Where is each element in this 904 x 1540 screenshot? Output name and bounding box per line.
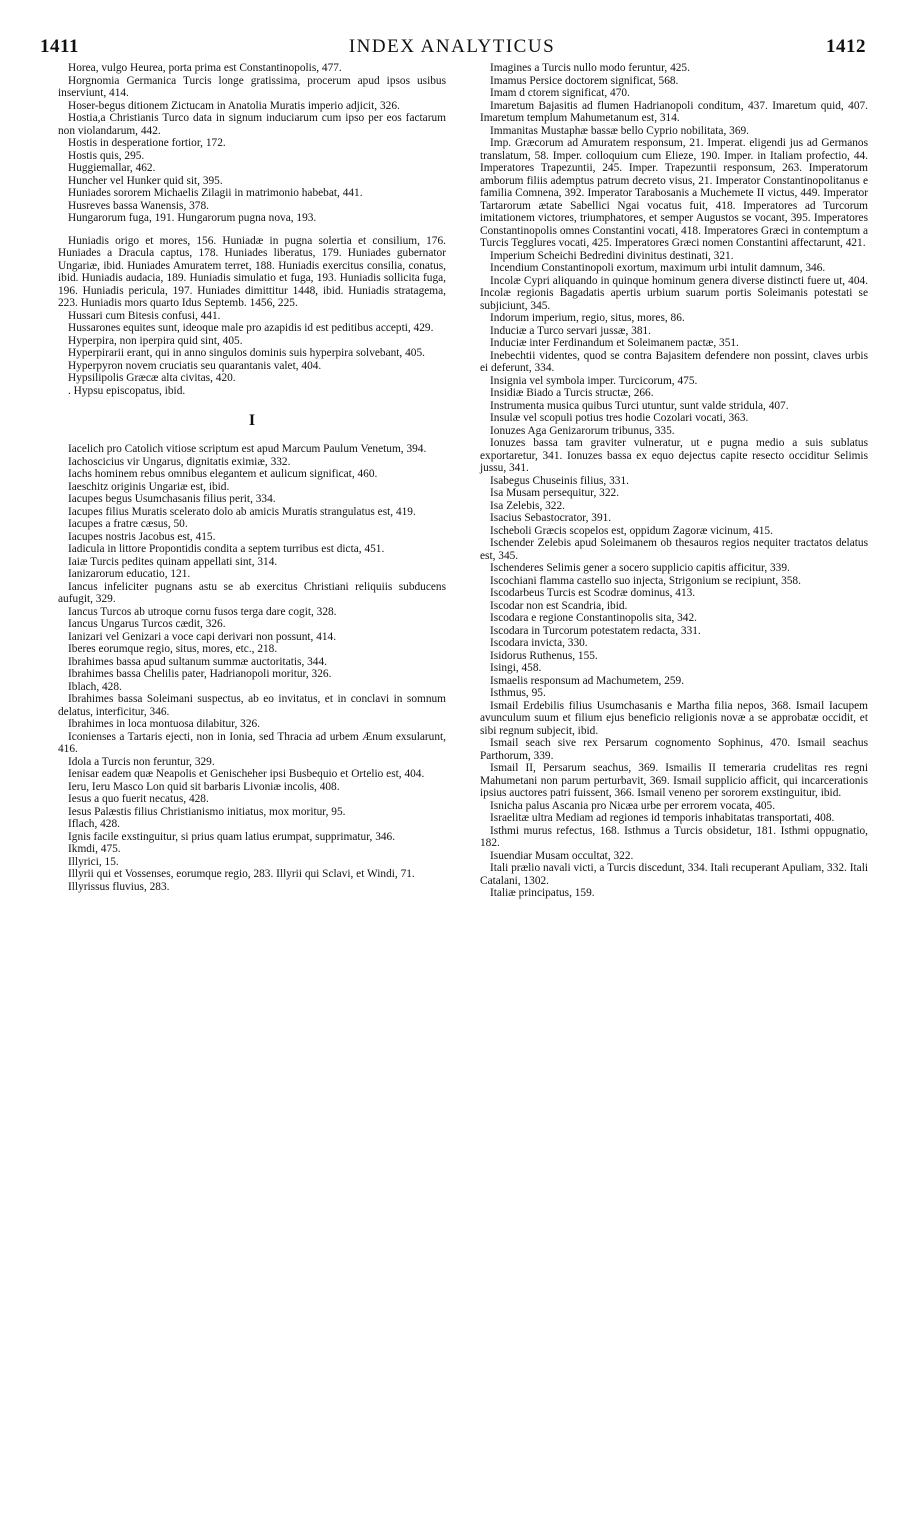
index-entry: Ischender Zelebis apud Soleimanem ob thesauros regios nequiter tractatos delatus est, 345.: [480, 537, 868, 562]
index-entry: Iacupes filius Muratis scelerato dolo ab amicis Muratis strangulatus est, 419.: [68, 505, 416, 518]
index-entry: Ikmdi, 475.: [68, 843, 121, 855]
index-entry: Illyrii qui et Vossenses, eorumque regio, 283. Illyrii qui Sclavi, et Windi, 71.: [68, 868, 415, 880]
section-letter-heading: I: [248, 412, 256, 429]
index-entry: Ismaelis responsum ad Machumetem, 259.: [490, 674, 685, 687]
index-entry: Iachoscicius vir Ungarus, dignitatis eximiæ, 332.: [68, 455, 291, 468]
index-entry: Iacupes nostris Jacobus est, 415.: [68, 530, 216, 543]
index-entry: Ibrahimes bassa Chelilis pater, Hadrianopoli moritur, 326.: [68, 668, 332, 680]
index-entry: Idola a Turcis non feruntur, 329.: [68, 755, 215, 768]
index-entry: Imagines a Turcis nullo modo feruntur, 425.: [490, 62, 690, 74]
index-entry: Imamus Persice doctorem significat, 568.: [490, 74, 679, 87]
index-entry: Iscodara e regione Constantinopolis sita, 342.: [490, 612, 697, 624]
index-entry: Incendium Constantinopoli exortum, maximum urbi intulit damnum, 346.: [490, 262, 826, 274]
entry-spacer: [58, 225, 446, 235]
page-number-left: 1411: [40, 36, 79, 57]
index-entry: Iscodara invicta, 330.: [490, 637, 588, 649]
running-title: INDEX ANALYTICUS: [348, 36, 556, 57]
index-entry: Husreves bassa Wanensis, 378.: [68, 199, 209, 212]
index-entry: Iblach, 428.: [68, 680, 122, 693]
index-entry: Imperium Scheichi Bedredini divinitus destinati, 321.: [490, 249, 734, 262]
index-entry: Iacupes a fratre cæsus, 50.: [68, 518, 188, 530]
index-entry: Horea, vulgo Heurea, porta prima est Constantinopolis, 477.: [68, 62, 342, 74]
index-entry: Illyrici, 15.: [68, 855, 119, 868]
index-entry: Iberes eorumque regio, situs, mores, etc., 218.: [68, 643, 278, 655]
index-entry: Hostis in desperatione fortior, 172.: [68, 137, 226, 149]
index-entry: Hussari cum Bitesis confusi, 441.: [68, 309, 221, 322]
index-entry: Ionuzes Aga Genizarorum tribunus, 335.: [490, 424, 675, 437]
index-entry: Insidiæ Biado a Turcis structæ, 266.: [490, 387, 654, 399]
index-entry: Iscodarbeus Turcis est Scodræ dominus, 413.: [490, 587, 696, 599]
index-entry: Iscodar non est Scandria, ibid.: [490, 599, 628, 612]
index-entry: Ianizari vel Genizari a voce capi derivari non possunt, 414.: [68, 630, 337, 643]
index-entry: Hyperpyron novem cruciatis seu quarantanis valet, 404.: [68, 359, 322, 372]
index-entry: Ischenderes Selimis gener a socero supplicio capitis afficitur, 339.: [490, 562, 790, 574]
index-entry: Imp. Græcorum ad Amuratem responsum, 21. Imperat. eligendi jus ad Germanos translatum, 58. Imper. colloquium cum Elieze, 190. Imper. in Italiam profectio, 44. Imperatores Trapezuntii, 245. Imper. Trapezuntii responsum, 263. Imperatorum amborum filiis ademptus patrum decreto visus, 21. Imperator Constantinopolitanus e familia Comnena, 392. Imperator Tarabosanis a Muchemete II victus, 449. Imperator Tartarorum ætate Sabellici Ngai vocatus fuit, 418. Imperatores ad Turcorum imitationem victores, triumphatores, et semper Augustos se vocant, 395. Imperatores Constantinopolis omnes Constantini vocati, 418. Imperatores Græci in contemptum a Turcis Tegglures vocati, 425. Imperatores Græci nomen Constantini affectarunt, 421.: [480, 137, 868, 249]
index-entry: Iscochiani flamma castello suo injecta, Strigonium se recipiunt, 358.: [490, 574, 801, 587]
index-entry: Ismail seach sive rex Persarum cognomento Sophinus, 470. Ismail seachus Parthorum, 339.: [480, 737, 868, 762]
entry-spacer: [58, 397, 446, 407]
index-entry: Iacelich pro Catolich vitiose scriptum est apud Marcum Paulum Venetum, 394.: [68, 443, 427, 455]
index-entry: Isnicha palus Ascania pro Nicæa urbe per errorem vocata, 405.: [490, 799, 776, 812]
index-entry: Huniades sororem Michaelis Zilagii in matrimonio habebat, 441.: [68, 187, 363, 199]
index-entry: Ibrahimes bassa apud sultanum summæ auctoritatis, 344.: [68, 655, 327, 668]
index-entry: Iesus Palæstis filius Christianismo initiatus, mox moritur, 95.: [68, 805, 346, 818]
index-entry: Hypsilipolis Græcæ alta civitas, 420.: [68, 372, 236, 384]
index-entry: Iachs hominem rebus omnibus elegantem et aulicum significat, 460.: [68, 468, 378, 480]
index-entry: Ionuzes bassa tam graviter vulneratur, ut e pugna medio a suis sublatus exportaretur, 341. Ionuzes bassa ex equo dejectus capite resecto occiditur Selimis jussu, 341.: [480, 437, 868, 474]
index-entry: Isingi, 458.: [490, 662, 542, 674]
index-entry: Iancus Turcos ab utroque cornu fusos terga dare cogit, 328.: [68, 605, 337, 618]
index-entry: Ischeboli Græcis scopelos est, oppidum Zagoræ vicinum, 415.: [490, 524, 773, 537]
index-entry: Isa Musam persequitur, 322.: [490, 487, 620, 499]
index-entry: Hoser-begus ditionem Zictucam in Anatolia Muratis imperio adjicit, 326.: [68, 99, 400, 112]
index-entry: Imam d ctorem significat, 470.: [490, 87, 630, 99]
index-entry: Itali prælio navali victi, a Turcis discedunt, 334. Itali recuperant Apuliam, 332. Itali Catalani, 1302.: [480, 862, 868, 887]
index-entry: Ismail Erdebilis filius Usumchasanis e Martha filia nepos, 368. Ismail Iacupem avunculum suum et filium ejus beneficio religionis novæ a se approbatæ occidit, et sibi regnum subjecit, ibid.: [480, 699, 868, 737]
index-entry: Huncher vel Hunker quid sit, 395.: [68, 174, 223, 187]
index-entry: Insignia vel symbola imper. Turcicorum, 475.: [490, 374, 698, 387]
index-entry: Huggiemallar, 462.: [68, 162, 156, 174]
index-entry: Isa Zelebis, 322.: [490, 499, 565, 512]
page-header: [0, 36, 904, 60]
index-entry: Huniadis origo et mores, 156. Huniadæ in pugna solertia et consilium, 176. Huniades a Dracula captus, 178. Huniades liberatus, 179. Huniades gubernator Ungariæ, ibid. Huniades Amuratem terret, 188. Huniadis exercitus consilia, conatus, ibid. Huniadis audacia, 189. Huniadis simulatio et fuga, 193. Huniadis sollicita fuga, 196. Huniadis pericula, 197. Huniades dimittitur 1448, ibid. Huniadis stratagema, 223. Huniadis mors quarto Idus Septemb. 1456, 225.: [58, 234, 446, 309]
index-entry: Indorum imperium, regio, situs, mores, 86.: [490, 312, 685, 324]
index-entry: Ismail II, Persarum seachus, 369. Ismailis II temeraria crudelitas res regni Mahumetani non parum perturbavit, 369. Ismail supplicio afficit, qui incarcerationis ipsius auctores patri fuissent, 366. Ismail veneno per sororem exstinguitur, ibid.: [480, 762, 868, 799]
index-entry: Insulæ vel scopuli potius tres hodie Cozolari vocati, 363.: [490, 412, 749, 424]
index-entry: Ignis facile exstinguitur, si prius quam latius erumpat, supprimatur, 346.: [68, 830, 396, 843]
index-entry: Isacius Sebastocrator, 391.: [490, 512, 612, 524]
index-entry: Ianizarorum educatio, 121.: [68, 568, 191, 580]
index-entry: Imaretum Bajasitis ad flumen Hadrianopoli conditum, 437. Imaretum quid, 407. Imaretum templum Mahumetanum est, 314.: [480, 99, 868, 124]
index-entry: Ibrahimes in loca montuosa dilabitur, 326.: [68, 718, 261, 730]
index-entry: Induciæ a Turco servari jussæ, 381.: [490, 324, 652, 337]
index-entry: Iconienses a Tartaris ejecti, non in Ionia, sed Thracia ad urbem Ænum exsularunt, 416.: [58, 730, 446, 755]
index-entry: Incolæ Cypri aliquando in quinque hominum genera diverse distincti fuere ut, 404. Incolæ regionis Bagadatis apertis urbium suarum portis Soleimanis potestati se subjiciunt, 345.: [480, 274, 868, 312]
index-entry: Induciæ inter Ferdinandum et Soleimanem pactæ, 351.: [490, 337, 739, 349]
index-entry: Iaeschitz originis Ungariæ est, ibid.: [68, 480, 230, 493]
index-entry: Hussarones equites sunt, ideoque male pro azapidis id est peditibus accepti, 429.: [68, 322, 434, 334]
index-entry: Iesus a quo fuerit necatus, 428.: [68, 793, 209, 805]
index-entry: Isuendiar Musam occultat, 322.: [490, 849, 634, 862]
index-entry: Ibrahimes bassa Soleimani suspectus, ab eo invitatus, et in conclavi in somnum delatus, interficitur, 346.: [58, 693, 446, 718]
page-number-right: 1412: [826, 36, 866, 57]
index-entry: Italiæ principatus, 159.: [490, 887, 595, 899]
index-entry: Iaiæ Turcis pedites quinam appellati sint, 314.: [68, 555, 278, 568]
index-entry: Hungarorum fuga, 191. Hungarorum pugna nova, 193.: [68, 212, 317, 224]
index-entry: Isabegus Chuseinis filius, 331.: [490, 474, 629, 487]
index-entry: Hyperpira, non iperpira quid sint, 405.: [68, 334, 243, 347]
index-entry: Ieru, Ieru Masco Lon quid sit barbaris Livoniæ incolis, 408.: [68, 780, 340, 793]
index-entry: Horgnomia Germanica Turcis longe gratissima, procerum apud ipsos usibus inserviunt, 414.: [58, 74, 446, 99]
index-entry: Hostia,a Christianis Turco data in signum induciarum cum ipso per eos factarum non violandarum, 442.: [58, 112, 446, 137]
index-entry: Instrumenta musica quibus Turci utuntur, sunt valde stridula, 407.: [490, 399, 789, 412]
index-entry: Iflach, 428.: [68, 818, 120, 830]
index-entry: Hostis quis, 295.: [68, 149, 145, 162]
index-entry: Immanitas Mustaphæ bassæ bello Cyprio nobilitata, 369.: [490, 124, 749, 137]
index-entry: Iscodara in Turcorum potestatem redacta, 331.: [490, 624, 701, 637]
index-entry: Illyrissus fluvius, 283.: [68, 880, 170, 893]
index-entry: Ienisar eadem quæ Neapolis et Genischeher ipsi Busbequio et Ortelio est, 404.: [68, 768, 425, 780]
index-entry: Iancus Ungarus Turcos cædit, 326.: [68, 618, 226, 630]
index-entry: Inebechtii videntes, quod se contra Bajasitem defendere non possint, claves urbis ei deferunt, 334.: [480, 349, 868, 374]
index-entry: Israelitæ ultra Mediam ad regiones id temporis inhabitatas transportati, 408.: [490, 812, 835, 824]
index-entry: Iacupes begus Usumchasanis filius perit, 334.: [68, 493, 276, 505]
index-entry: Iadicula in littore Propontidis condita a septem turribus est dicta, 451.: [68, 543, 385, 555]
index-entry: Isthmus, 95.: [490, 687, 546, 699]
index-entry: . Hypsu episcopatus, ibid.: [68, 384, 186, 397]
left-column: [58, 62, 446, 893]
index-entry: Iancus infeliciter pugnans astu se ab exercitus Christiani reliquiis subducens aufugit, 329.: [58, 580, 446, 605]
index-entry: Isthmi murus refectus, 168. Isthmus a Turcis obsidetur, 181. Isthmi oppugnatio, 182.: [480, 824, 868, 849]
index-entry: Hyperpirarii erant, qui in anno singulos dominis suis hyperpira solvebant, 405.: [68, 347, 425, 359]
right-column: [480, 62, 868, 900]
index-entry: Isidorus Ruthenus, 155.: [490, 649, 598, 662]
